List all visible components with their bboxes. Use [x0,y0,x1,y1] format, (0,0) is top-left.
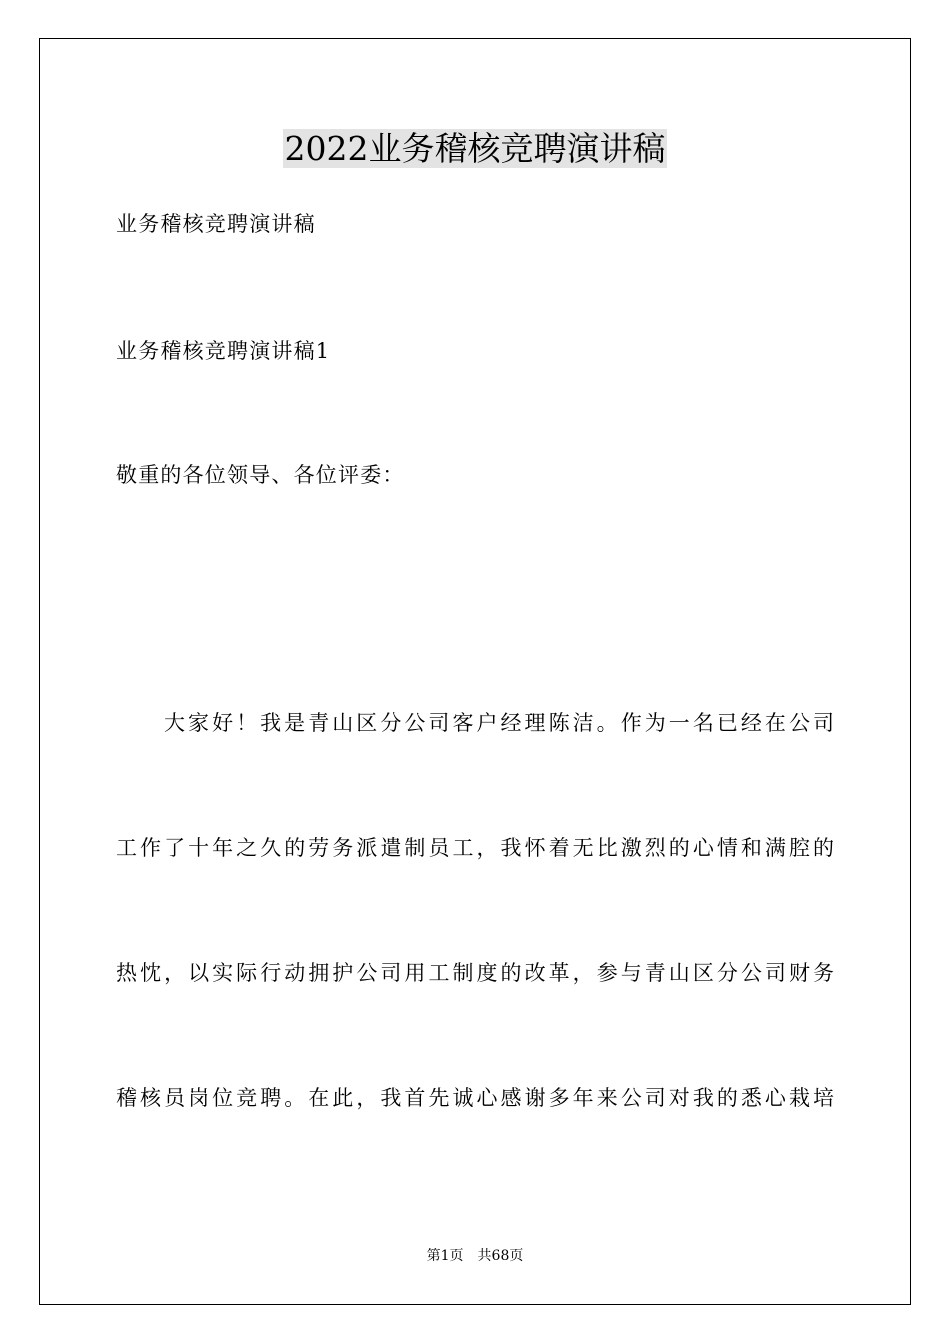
paragraph-line: 大家好！我是青山区分公司客户经理陈洁。作为一名已经在公司 [164,711,834,735]
document-title [0,128,950,170]
paragraph-line: 热忱，以实际行动拥护公司用工制度的改革，参与青山区分公司财务 [116,961,834,985]
section-heading: 业务稽核竞聘演讲稿1 [116,339,331,363]
subtitle-line: 业务稽核竞聘演讲稿 [116,212,316,236]
page-total: 共68页 [477,1248,524,1264]
page-number: 第1页 [426,1248,464,1264]
paragraph-line: 稽核员岗位竞聘。在此，我首先诚心感谢多年来公司对我的悉心栽培 [116,1086,834,1110]
document-title-text: 2022业务稽核竞聘演讲稿 [284,129,666,168]
paragraph-line: 工作了十年之久的劳务派遣制员工，我怀着无比激烈的心情和满腔的 [116,836,834,860]
salutation: 敬重的各位领导、各位评委： [116,463,405,487]
page-footer [0,1247,950,1265]
